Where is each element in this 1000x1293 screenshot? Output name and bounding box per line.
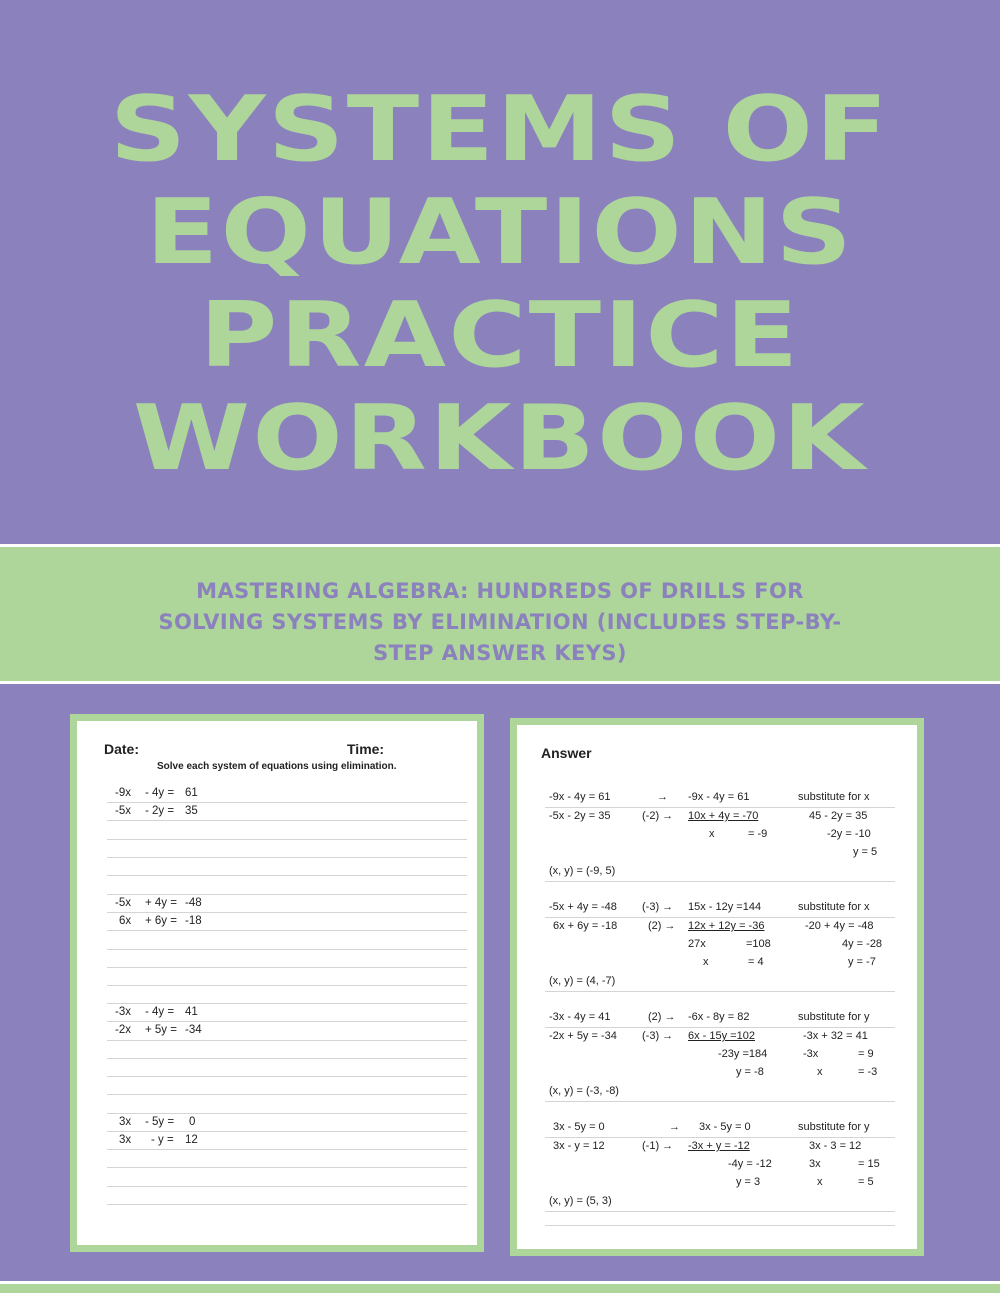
- writing-line: [545, 991, 895, 992]
- answer-eq: 6x + 6y = -18: [553, 920, 618, 932]
- answer-eq: 15x - 12y =144: [688, 901, 762, 913]
- answer-step: →: [657, 791, 668, 803]
- answer-sub: 4y = -28: [842, 938, 883, 950]
- answer-eq: y = 3: [736, 1176, 761, 1188]
- answer-eq: 10x + 4y = -70: [688, 810, 759, 822]
- answer-sub: 3x - 3 = 12: [809, 1140, 862, 1152]
- problem-item: [107, 1116, 467, 1152]
- answer-eq: -5x + 4y = -48: [549, 901, 617, 913]
- answer-sub: = -3: [858, 1066, 878, 1078]
- worksheet-page-preview: [70, 714, 484, 1252]
- answer-sub: = 9: [858, 1048, 874, 1060]
- writing-line: [107, 930, 467, 931]
- answer-sub: y = 5: [853, 846, 878, 858]
- answer-result: (x, y) = (5, 3): [549, 1195, 612, 1207]
- answer-sub: y = -7: [848, 956, 876, 968]
- answer-eq: -9x - 4y = 61: [549, 791, 611, 803]
- answer-sub: = 15: [858, 1158, 880, 1170]
- subtitle-line: MASTERING ALGEBRA: HUNDREDS OF DRILLS FOR: [196, 579, 804, 603]
- eq-term: - 2y =: [145, 805, 175, 817]
- eq-term: 0: [189, 1116, 196, 1128]
- eq-term: -34: [185, 1024, 202, 1036]
- eq-term: + 4y =: [145, 897, 177, 909]
- answer-result: (x, y) = (-9, 5): [549, 865, 616, 877]
- answer-step: (-3) →: [642, 1030, 674, 1042]
- answer-result: (x, y) = (-3, -8): [549, 1085, 619, 1097]
- eq-term: -5x: [115, 897, 131, 909]
- writing-line: [545, 1101, 895, 1102]
- answer-eq: 3x - y = 12: [553, 1140, 605, 1152]
- answer-eq: -6x - 8y = 82: [688, 1011, 750, 1023]
- writing-line: [107, 1076, 467, 1077]
- answer-step: →: [669, 1121, 680, 1133]
- answer-sub-label: substitute for y: [798, 1011, 870, 1023]
- answer-block: [541, 1011, 891, 1101]
- writing-line: [107, 1021, 467, 1022]
- answer-step: (2) →: [648, 1011, 676, 1023]
- writing-line: [107, 1040, 467, 1041]
- eq-term: 12: [185, 1134, 198, 1146]
- answer-sub: 3x: [809, 1158, 821, 1170]
- answer-eq: x: [703, 956, 709, 968]
- answer-step: (-1) →: [642, 1140, 674, 1152]
- writing-line: [545, 881, 895, 882]
- writing-line: [107, 1186, 467, 1187]
- writing-line: [107, 802, 467, 803]
- eq-term: + 5y =: [145, 1024, 177, 1036]
- title-line: PRACTICE: [199, 283, 801, 388]
- answer-sub-label: substitute for x: [798, 901, 870, 913]
- answer-title: Answer: [541, 745, 592, 761]
- eq-term: -18: [185, 915, 202, 927]
- writing-line: [545, 1137, 895, 1138]
- writing-line: [107, 1131, 467, 1132]
- eq-term: - 4y =: [145, 787, 175, 799]
- writing-line: [107, 1113, 467, 1114]
- answer-step: (-3) →: [642, 901, 674, 913]
- answer-block: [541, 791, 891, 881]
- answer-eq: 3x - 5y = 0: [553, 1121, 605, 1133]
- writing-line: [545, 1027, 895, 1028]
- writing-line: [545, 1211, 895, 1212]
- answer-step: (2) →: [648, 920, 676, 932]
- answer-eq: = -9: [748, 828, 768, 840]
- eq-term: 35: [185, 805, 198, 817]
- answer-sub: x: [817, 1176, 823, 1188]
- answer-sub: -20 + 4y = -48: [805, 920, 874, 932]
- subtitle-line: STEP ANSWER KEYS): [373, 641, 627, 665]
- eq-term: - 4y =: [145, 1006, 175, 1018]
- answer-eq: -3x - 4y = 41: [549, 1011, 611, 1023]
- writing-line: [545, 807, 895, 808]
- problem-item: [107, 897, 467, 933]
- answer-block: [541, 1121, 891, 1211]
- answer-eq: 6x - 15y =102: [688, 1030, 755, 1042]
- answer-eq: -23y =184: [718, 1048, 768, 1060]
- writing-line: [107, 875, 467, 876]
- writing-line: [107, 912, 467, 913]
- answer-eq: -5x - 2y = 35: [549, 810, 611, 822]
- time-label: Time:: [347, 741, 385, 757]
- answer-eq: x: [709, 828, 715, 840]
- bottom-accent-strip: [0, 1281, 1000, 1293]
- instruction-text: Solve each system of equations using elimination.: [157, 761, 397, 772]
- writing-line: [545, 917, 895, 918]
- title-line: WORKBOOK: [132, 386, 868, 491]
- answer-page-preview: [510, 718, 924, 1256]
- writing-line: [107, 949, 467, 950]
- eq-term: + 6y =: [145, 915, 177, 927]
- answer-eq: = 4: [748, 956, 764, 968]
- problem-item: [107, 1006, 467, 1042]
- eq-term: 6x: [119, 915, 132, 927]
- eq-term: 3x: [119, 1116, 132, 1128]
- title-line: SYSTEMS OF: [109, 77, 891, 182]
- cover-title: [0, 78, 1000, 490]
- writing-line: [545, 1225, 895, 1226]
- problem-item: [107, 787, 467, 823]
- eq-term: 3x: [119, 1134, 132, 1146]
- answer-eq: 12x + 12y = -36: [688, 920, 765, 932]
- answer-eq: -2x + 5y = -34: [549, 1030, 617, 1042]
- answer-sub: -3x + 32 = 41: [803, 1030, 868, 1042]
- answer-sub: -3x: [803, 1048, 819, 1060]
- answer-sub-label: substitute for y: [798, 1121, 870, 1133]
- writing-line: [107, 1058, 467, 1059]
- writing-line: [107, 1003, 467, 1004]
- title-line: EQUATIONS: [145, 180, 855, 285]
- writing-line: [107, 857, 467, 858]
- eq-term: -5x: [115, 805, 131, 817]
- writing-line: [107, 820, 467, 821]
- writing-line: [107, 894, 467, 895]
- answer-sub: = 5: [858, 1176, 874, 1188]
- answer-block: [541, 901, 891, 991]
- answer-sub: 45 - 2y = 35: [809, 810, 868, 822]
- answer-result: (x, y) = (4, -7): [549, 975, 616, 987]
- writing-line: [107, 1204, 467, 1205]
- eq-term: -2x: [115, 1024, 131, 1036]
- date-label: Date:: [104, 741, 140, 757]
- writing-line: [107, 967, 467, 968]
- answer-eq: =108: [746, 938, 771, 950]
- eq-term: - y =: [151, 1134, 174, 1146]
- answer-step: (-2) →: [642, 810, 674, 822]
- answer-sub: -2y = -10: [827, 828, 871, 840]
- eq-term: -9x: [115, 787, 131, 799]
- answer-eq: y = -8: [736, 1066, 764, 1078]
- writing-line: [107, 1149, 467, 1150]
- answer-sub-label: substitute for x: [798, 791, 870, 803]
- answer-eq: -3x + y = -12: [688, 1140, 750, 1152]
- eq-term: 41: [185, 1006, 198, 1018]
- eq-term: 61: [185, 787, 198, 799]
- answer-eq: -4y = -12: [728, 1158, 772, 1170]
- answer-sub: x: [817, 1066, 823, 1078]
- writing-line: [107, 1167, 467, 1168]
- answer-eq: 3x - 5y = 0: [699, 1121, 751, 1133]
- cover-subtitle: [0, 576, 1000, 669]
- subtitle-line: SOLVING SYSTEMS BY ELIMINATION (INCLUDES STEP-BY-: [158, 610, 842, 634]
- answer-eq: 27x: [688, 938, 706, 950]
- answer-eq: -9x - 4y = 61: [688, 791, 750, 803]
- writing-line: [107, 985, 467, 986]
- eq-term: -3x: [115, 1006, 131, 1018]
- writing-line: [107, 1094, 467, 1095]
- eq-term: -48: [185, 897, 202, 909]
- eq-term: - 5y =: [145, 1116, 175, 1128]
- writing-line: [107, 839, 467, 840]
